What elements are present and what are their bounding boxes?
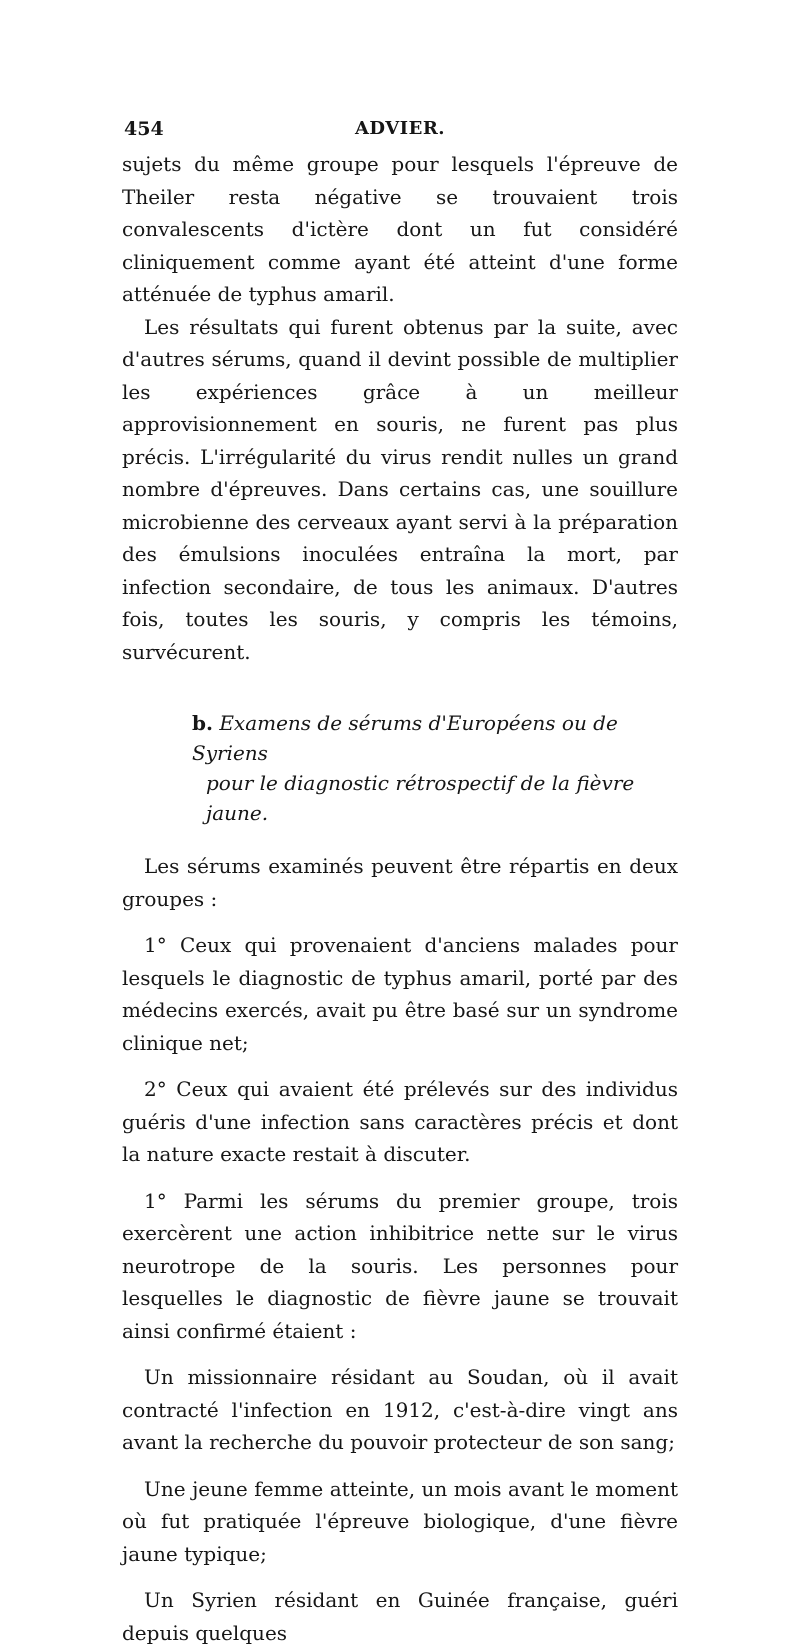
paragraph-groups-intro: Les sérums examinés peuvent être répartis en deux groupes : xyxy=(122,854,678,911)
page-header xyxy=(122,118,678,148)
running-title: ADVIER. xyxy=(354,118,446,139)
paragraph-continued: sujets du même groupe pour lesquels l'épreuve de Theiler resta négative se trouvaient trois convalescents d'ictère dont un fut considéré cliniquement comme ayant été atteint d'une forme atténuée de typhus amaril. xyxy=(122,152,678,306)
paragraph-missionary: Un missionnaire résidant au Soudan, où il avait contracté l'infection en 1912, c'est-à-dire vingt ans avant la recherche du pouvoir protecteur de son sang; xyxy=(122,1365,678,1454)
paragraph-group-2: 2° Ceux qui avaient été prélevés sur des individus guéris d'une infection sans caractères précis et dont la nature exacte restait à discuter. xyxy=(122,1077,678,1166)
section-heading xyxy=(122,708,678,828)
section-heading-text-1: Examens de sérums d'Européens ou de Syriens xyxy=(192,711,618,765)
page-body xyxy=(122,148,678,1649)
paragraph-group-1: 1° Ceux qui provenaient d'anciens malades pour lesquels le diagnostic de typhus amaril, porté par des médecins exercés, avait pu être basé sur un syndrome clinique net; xyxy=(122,933,678,1055)
section-letter: b. xyxy=(192,711,213,735)
section-heading-line-2: pour le diagnostic rétrospectif de la fièvre jaune. xyxy=(206,771,635,825)
paragraph-first-group-results: 1° Parmi les sérums du premier groupe, trois exercèrent une action inhibitrice nette sur le virus neurotrope de la souris. Les personnes pour lesquelles le diagnostic de fièvre jaune se trouvait ainsi confirmé étaient : xyxy=(122,1188,678,1343)
page-number: 454 xyxy=(124,118,164,140)
paragraph-results: Les résultats qui furent obtenus par la suite, avec d'autres sérums, quand il devint possible de multiplier les expériences grâce à un meilleur approvisionnement en souris, ne furent pas plus précis. L'irrégularité du virus rendit nulles un grand nombre d'épreuves. Dans certains cas, une souillure microbienne des cerveaux ayant servi à la préparation des émulsions inoculées entraîna la mort, par infection secondaire, de tous les animaux. D'autres fois, toutes les souris, y compris les témoins, survécurent. xyxy=(122,314,678,664)
paragraph-young-woman: Une jeune femme atteinte, un mois avant le moment où fut pratiquée l'épreuve biologique, d'une fièvre jaune typique; xyxy=(122,1476,678,1566)
section-heading-line-1 xyxy=(122,708,678,768)
paragraph-syrian: Un Syrien résidant en Guinée française, guéri depuis quelques xyxy=(122,1588,678,1645)
